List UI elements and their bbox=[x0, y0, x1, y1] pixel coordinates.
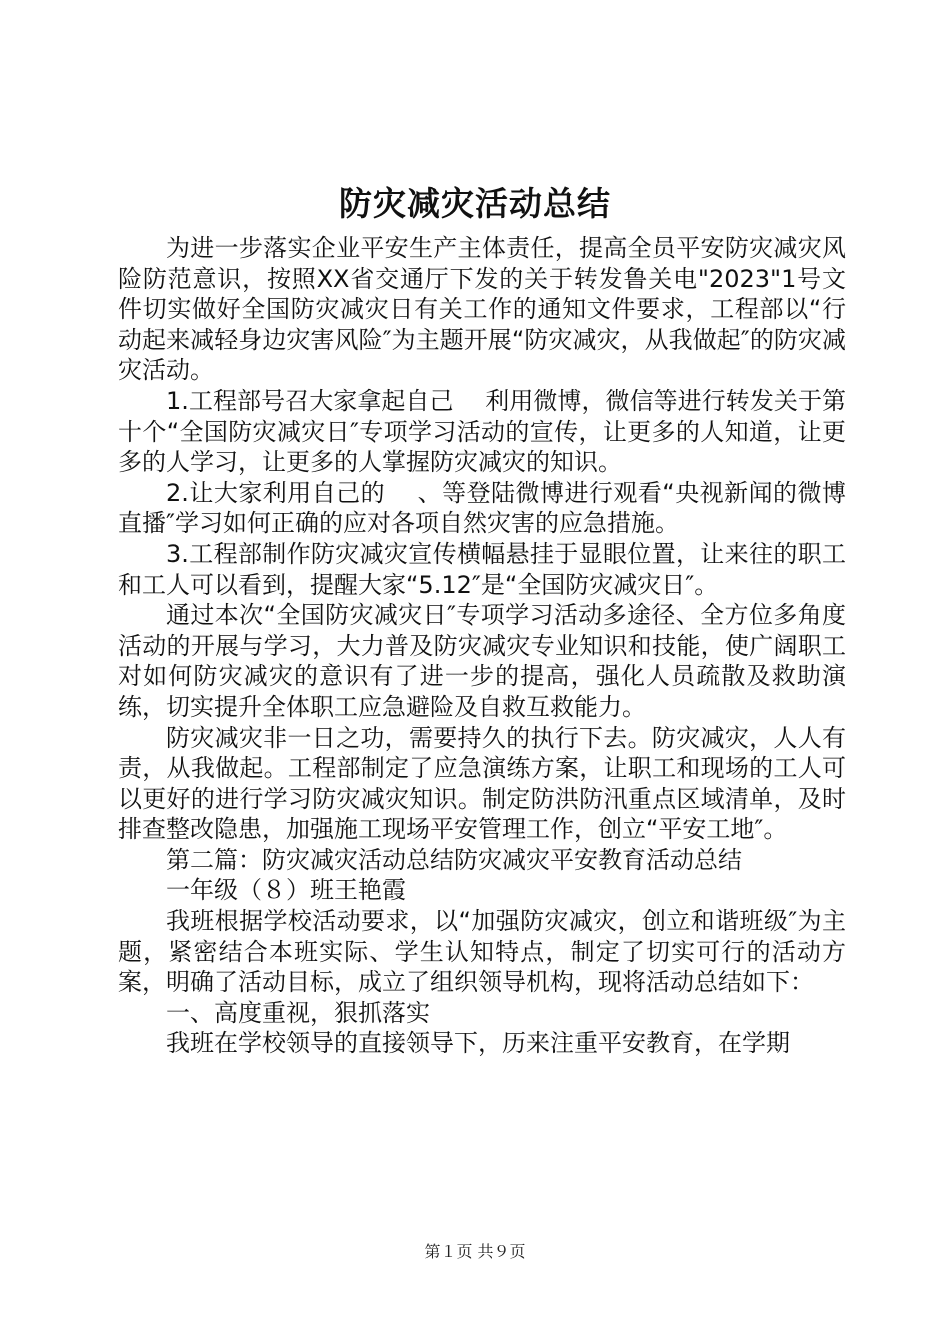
page-number-footer: 第１页 共９页 bbox=[424, 1242, 526, 1261]
section-heading-part-two: 第二篇：防灾减灾活动总结防灾减灾平安教育活动总结 bbox=[166, 845, 742, 874]
paragraph-class-intro: 我班根据学校活动要求，以“加强防灾减灾，创立和谐班级″为主题，紧密结合本班实际、学生认知特点，制定了切实可行的活动方案，明确了活动目标，成立了组织领导机构，现将活动总结如下： bbox=[118, 907, 846, 997]
paragraph-intro: 为进一步落实企业平安生产主体责任，提高全员平安防灾减灾风险防范意识，按照XX省交通厅下发的关于转发鲁关电"2023"1号文件切实做好全国防灾减灾日有关工作的通知文件要求，工程部以“行动起来减轻身边灾害风险″为主题开展“防灾减灾，从我做起″的防灾减灾活动。 bbox=[118, 234, 846, 385]
paragraph-item-1: 1.工程部号召大家拿起自己 利用微博，微信等进行转发关于第十个“全国防灾减灾日″专项学习活动的宣传，让更多的人知道，让更多的人学习，让更多的人掌握防灾减灾的知识。 bbox=[118, 386, 846, 477]
subheading-one: 一、高度重视，狠抓落实 bbox=[166, 998, 430, 1027]
paragraph-ongoing: 防灾减灾非一日之功，需要持久的执行下去。防灾减灾，人人有责，从我做起。工程部制定了应急演练方案，让职工和现场的工人可以更好的进行学习防灾减灾知识。制定防洪防汛重点区域清单，及时排查整改隐患，加强施工现场平安管理工作，创立“平安工地″。 bbox=[118, 723, 846, 844]
paragraph-item-3: 3.工程部制作防灾减灾宣传横幅悬挂于显眼位置，让来往的职工和工人可以看到，提醒大家“5.12″是“全国防灾减灾日″。 bbox=[118, 539, 846, 599]
paragraph-summary: 通过本次“全国防灾减灾日″专项学习活动多途径、全方位多角度活动的开展与学习，大力普及防灾减灾专业知识和技能，使广阔职工对如何防灾减灾的意识有了进一步的提高，强化人员疏散及救助演练，切实提升全体职工应急避险及自救互救能力。 bbox=[118, 601, 846, 721]
author-line: 一年级（８）班王艳霞 bbox=[166, 876, 406, 905]
paragraph-item-2: 2.让大家利用自己的 、等登陆微博进行观看“央视新闻的微博直播″学习如何正确的应对各项自然灾害的应急措施。 bbox=[118, 478, 846, 538]
paragraph-class-body: 我班在学校领导的直接领导下，历来注重平安教育，在学期 bbox=[166, 1029, 790, 1058]
document-title: 防灾减灾活动总结 bbox=[339, 184, 611, 223]
document-body bbox=[118, 233, 846, 1059]
